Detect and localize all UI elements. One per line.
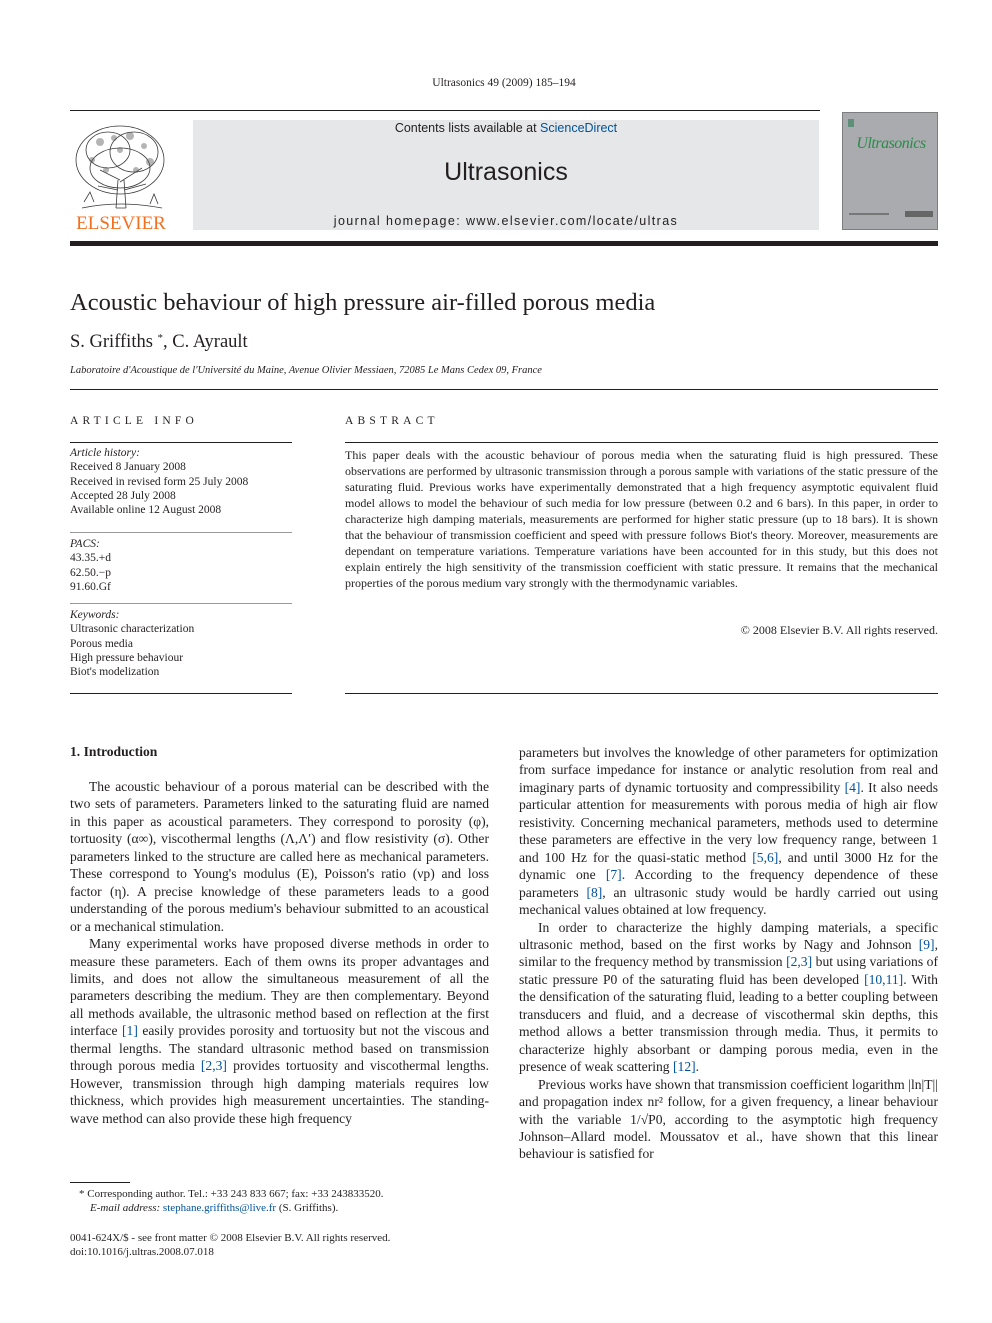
reference-link[interactable]: [10,11] — [864, 971, 904, 987]
title-block-rule — [70, 389, 938, 390]
abstract-heading: ABSTRACT — [345, 415, 439, 427]
reference-link[interactable]: [2,3] — [786, 954, 813, 970]
footnote-rule — [70, 1182, 130, 1183]
text-run: . With the densification of the saturating fluid, leading to a better coupling between transducers and fluid, and a decrease of viscothermal skin depths, this method allows a better transmission through media. Thus, it permits to characterize highly absorbant or damping porous media, even in the presence of weak scattering — [519, 971, 938, 1075]
cover-publisher-mark — [905, 211, 933, 217]
article-history — [70, 446, 292, 517]
journal-banner — [193, 120, 819, 230]
keywords-label: Keywords: — [70, 609, 120, 621]
text-run: . It also needs particular attention for measurements with porous media of high air flow resistivity. Concerning mechanical parameters, methods used to determine these parameters are effective in the very low frequency range, between 1 and 100 Hz for the quasi-static method — [519, 779, 938, 865]
pacs-item: 62.50.−p — [70, 566, 111, 579]
text-run: . According to the frequency dependence of these parameters — [519, 867, 938, 900]
pacs-item: 91.60.Gf — [70, 580, 111, 593]
contents-line — [193, 121, 819, 135]
email-label: E-mail address: — [90, 1202, 163, 1215]
keyword-item: Porous media — [70, 637, 133, 650]
reference-link[interactable]: [12] — [673, 1059, 696, 1075]
footnote — [70, 1187, 383, 1216]
front-matter — [70, 1231, 390, 1260]
article-info-heading: ARTICLE INFO — [70, 415, 198, 427]
journal-title: Ultrasonics — [444, 158, 568, 186]
author-list — [70, 332, 248, 353]
article-title: Acoustic behaviour of high pressure air-filled porous media — [70, 289, 656, 316]
paragraph: Previous works have shown that transmission coefficient logarithm |ln|T|| and propagation index nr² follow, for a given frequency, a linear behaviour with the variable 1/√P0, according to the asymptotic high frequency Johnson–Allard model. Moussatov et al., have shown that this linear behaviour is satisfied for — [519, 1076, 938, 1162]
article-info-rule-bottom — [70, 693, 292, 694]
text-run: , an ultrasonic study would be hardly carried out using mechanical values obtained at low frequency. — [519, 884, 938, 918]
history-item: Received in revised form 25 July 2008 — [70, 475, 249, 488]
text-run: , and until 3000 Hz for the dynamic one — [519, 849, 938, 883]
text-run: , similar to the frequency method by transmission — [519, 936, 938, 970]
email-suffix: (S. Griffiths). — [276, 1202, 339, 1215]
cover-title: Ultrasonics — [856, 135, 926, 152]
abstract-rule-bottom — [345, 693, 938, 694]
corresponding-author-note: * Corresponding author. Tel.: +33 243 833 667; fax: +33 243833520. — [79, 1188, 384, 1200]
sciencedirect-link[interactable]: ScienceDirect — [540, 121, 618, 135]
text-run: but using variations of static pressure P0 of the saturating fluid has been developed — [519, 954, 938, 987]
journal-citation: Ultrasonics 49 (2009) 185–194 — [432, 77, 576, 89]
reference-link[interactable]: [7] — [605, 867, 622, 883]
header-bottom-rule — [70, 241, 938, 246]
reference-link[interactable]: [8] — [586, 884, 603, 900]
text-run: provides tortuosity and viscothermal lengths. However, transmission through high damping materials requires low thickness, which provides high measurement uncertainties. The standing-wave method can also provide these high frequency — [70, 1058, 489, 1126]
history-rule — [70, 532, 292, 533]
paragraph — [519, 744, 938, 919]
text-run: Many experimental works have proposed diverse methods in order to measure these parameters. Each of them owns its proper advantages and limits, and does not allow the simultaneous measurement of all the parameters describing the medium. They are then complementary. Beyond all methods available, the ultrasonic method based on reflection at the first interface — [70, 936, 489, 1039]
pacs-block — [70, 537, 292, 594]
text-run: . — [695, 1059, 700, 1075]
body-column-left — [70, 778, 489, 1127]
history-item: Received 8 January 2008 — [70, 461, 186, 474]
reference-link[interactable]: [9] — [918, 936, 935, 952]
keyword-item: Ultrasonic characterization — [70, 623, 195, 636]
elsevier-tree-icon — [70, 120, 172, 232]
reference-link[interactable]: [4] — [844, 779, 861, 795]
text-run: In order to characterize the highly damping materials, a specific ultrasonic method, based on the first works by Nagy and Johnson — [519, 919, 938, 952]
affiliation: Laboratoire d'Acoustique de l'Université du Maine, Avenue Olivier Messiaen, 72085 Le Mans Cedex 09, France — [70, 365, 542, 376]
email-link[interactable]: stephane.griffiths@live.fr — [162, 1202, 277, 1215]
body-column-right — [519, 744, 938, 1163]
reference-link[interactable]: [1] — [122, 1023, 138, 1039]
elsevier-logo — [70, 120, 172, 232]
email-note — [70, 1201, 383, 1215]
author-2[interactable]: , C. Ayrault — [163, 332, 248, 352]
abstract-rule-top — [345, 442, 938, 443]
keywords-block — [70, 608, 292, 679]
keyword-item: High pressure behaviour — [70, 651, 184, 664]
doi-line[interactable]: doi:10.1016/j.ultras.2008.07.018 — [70, 1246, 214, 1259]
contents-prefix: Contents lists available at — [394, 121, 541, 135]
text-run: easily provides porosity and tortuosity but not the viscous and thermal lengths. The standard ultrasonic method based on transmission through porous media — [70, 1023, 490, 1074]
article-info-rule-top — [70, 442, 292, 443]
pacs-item: 43.35.+d — [70, 552, 111, 565]
pacs-label: PACS: — [70, 538, 100, 550]
cover-fineprint — [849, 213, 889, 215]
elsevier-wordmark: ELSEVIER — [76, 213, 166, 232]
header-top-rule — [70, 110, 820, 111]
paragraph: The acoustic behaviour of a porous material can be described with the two sets of parameters. Parameters linked to the saturating fluid are named in this paper as acoustical parameters. They correspond to porosity (φ), tortuosity (α∞), viscothermal lengths (Λ,Λ′) and flow resistivity (σ). Other parameters linked to the structure are called here as mechanical parameters. These correspond to Young's modulus (E), Poisson's ratio (νp) and loss factor (η). A precise knowledge of these parameters leads to a good understanding of the porous medium's behaviour submitted to an acoustical or a mechanical stimulation. — [70, 779, 489, 934]
history-label: Article history: — [70, 447, 140, 459]
pacs-rule — [70, 603, 292, 604]
section-heading-introduction: 1. Introduction — [70, 744, 158, 759]
cover-strip — [848, 119, 854, 127]
reference-link[interactable]: [2,3] — [200, 1058, 227, 1074]
abstract-text: This paper deals with the acoustic behaviour of porous media when the saturating fluid is high pressured. These observations are performed by ultrasonic transmission through a porous sample with variations of the static pressure of the saturating fluid. Previous works have experimentally demonstrated that a high frequency asymptotic equivalent fluid model allows to model the behaviour of such media for low pressure (between 0.2 and 6 bars). In this paper, in order to characterize high damping materials, measurements are performed for higher static pressure (up to 18 bars). It is shown that the behaviour of transmission coefficient and speed with pressure follows Biot's theory. Moreover, measurements are dependant on temperature variations. Temperature variations have been accounted for in this study, but this does not explain entirely the high sensitivity of the transmission coefficient with static pressure. It remains that the mechanical properties of the porous medium vary strongly with the thermodynamic variables. — [345, 448, 938, 590]
history-item: Accepted 28 July 2008 — [70, 489, 176, 502]
text-run: parameters but involves the knowledge of other parameters for optimization from surface impedance for instance or analytic resolution from real and imaginary parts of dynamic tortuosity and compressibility — [519, 745, 938, 795]
paragraph — [70, 935, 489, 1127]
paragraph — [519, 919, 938, 1076]
corresponding-mark[interactable]: * — [157, 332, 164, 344]
journal-cover — [842, 112, 938, 230]
abstract-copyright: © 2008 Elsevier B.V. All rights reserved. — [740, 623, 938, 637]
history-item: Available online 12 August 2008 — [70, 504, 222, 517]
author-1[interactable]: S. Griffiths — [70, 332, 153, 352]
issn-line: 0041-624X/$ - see front matter © 2008 Elsevier B.V. All rights reserved. — [70, 1232, 391, 1244]
reference-link[interactable]: [5,6] — [752, 849, 779, 865]
keyword-item: Biot's modelization — [70, 666, 160, 679]
journal-homepage[interactable]: journal homepage: www.elsevier.com/locate/ultras — [333, 214, 679, 228]
